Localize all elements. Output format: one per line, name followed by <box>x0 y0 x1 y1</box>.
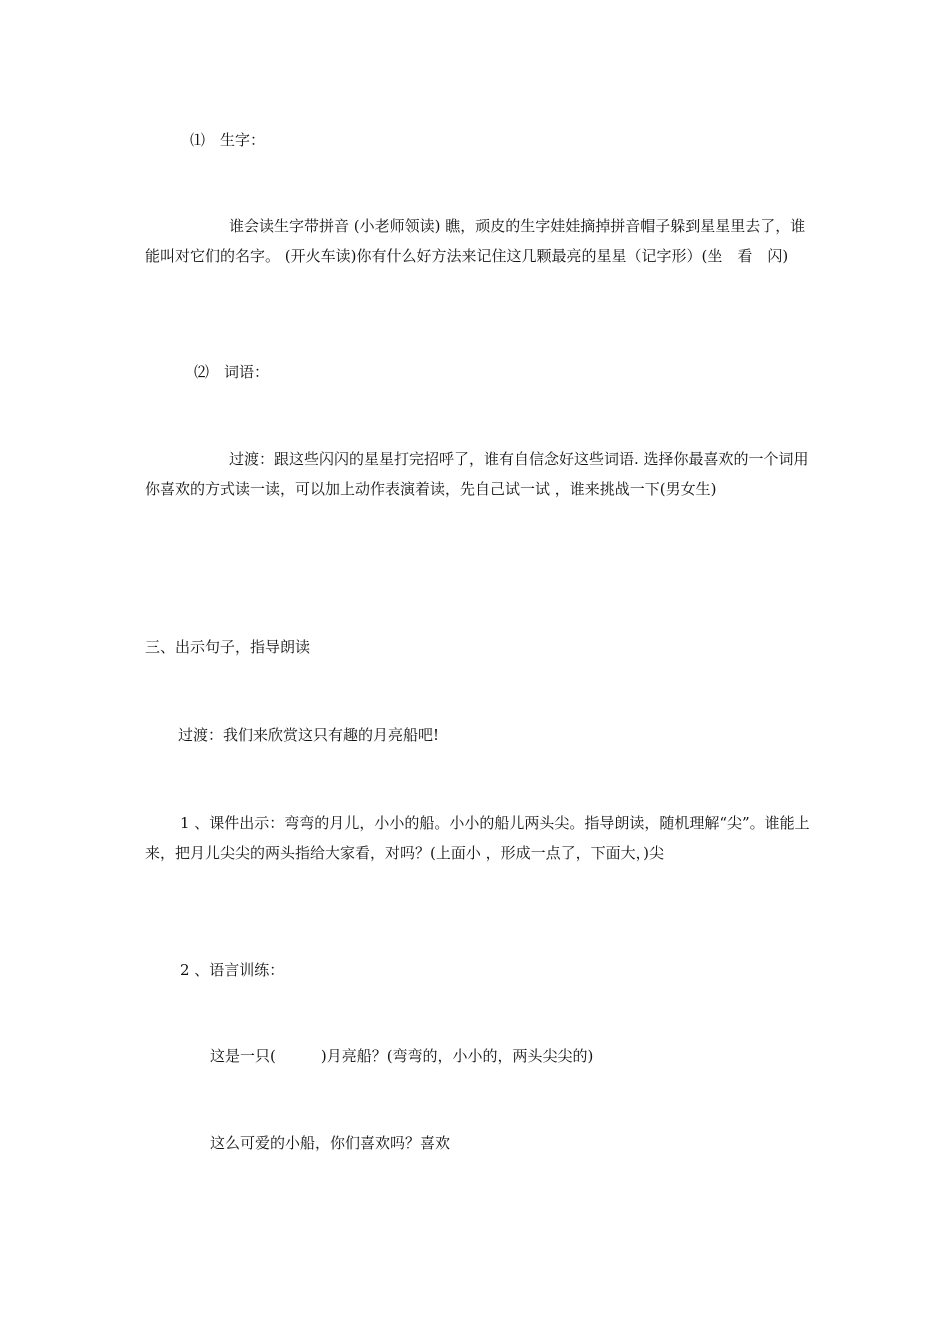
section-heading-sentences: 三、出示句子，指导朗读 <box>145 638 311 656</box>
section-heading-ciyu: ⑵ 词语： <box>194 363 270 381</box>
practice-sentence-1: 这是一只( )月亮船？(弯弯的，小小的，两头尖尖的) <box>210 1047 594 1065</box>
paragraph-shengzi: 谁会读生字带拼音 (小老师领读) 瞧，顽皮的生字娃娃摘掉拼音帽子躲到星星里去了，谁能叫对它们的名字。 (开火车读)你有什么好方法来记住这几颗最亮的星星（记字形）(坐 看 闪) <box>145 217 806 265</box>
practice-sentence-2: 这么可爱的小船，你们喜欢吗？喜欢 <box>210 1134 451 1152</box>
section-heading-shengzi: ⑴ 生字： <box>190 131 266 149</box>
transition-line: 过渡：我们来欣赏这只有趣的月亮船吧! <box>178 726 440 744</box>
list-item-1: 1 、课件出示：弯弯的月儿，小小的船。小小的船儿两头尖。指导朗读，随机理解“尖”。谁能上来，把月儿尖尖的两头指给大家看，对吗？(上面小 ，形成一点了，下面大，)尖 <box>145 814 810 862</box>
list-item-2: 2 、语言训练： <box>180 961 285 979</box>
paragraph-ciyu: 过渡：跟这些闪闪的星星打完招呼了，谁有自信念好这些词语. 选择你最喜欢的一个词用你喜欢的方式读一读，可以加上动作表演着读，先自己试一试 ，谁来挑战一下(男女生) <box>145 450 809 498</box>
